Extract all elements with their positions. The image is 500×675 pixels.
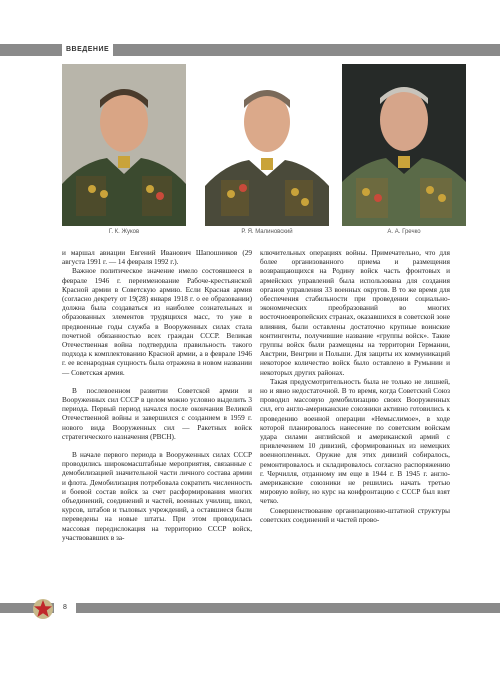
paragraph: Такая предусмотрительность была не только не лишней, но и явно недостаточной. В то время, когда Советский Союз проводил массовую демобилизацию своих Вооруженных сил, его англо-американские союзники активно готовились к проведению военной операции «Немыслимое», в ходе которой планировалось нанесение по советским войскам удара силами английской и американской армий с привлечением 10 дивизий, сформированных из немецких военнопленных. Оружие для этих дивизий собиралось, ремонтировалось и складировалось согласно распоряжению г. Черчилля, отданному им еще в 1944 г. В 1945 г. англо-американские союзники не решились начать третью мировую войну, но курс на конфронтацию с СССР был взят четко. xyxy=(260,377,450,506)
portrait-caption-2: Р. Я. Малиновский xyxy=(241,229,293,235)
portrait-photo-3 xyxy=(342,64,466,226)
paragraph: ключительных операциях войны. Примечательно, что для более организованного приема и размещения возвращающихся на Родину войск часть фронтовых и армейских управлений была использована для создания органов управления 33 военных округов. В то же время для обеспечения стабильности при проведении социально-экономических преобразований во многих восточноевропейских странах, оказавшихся в советской зоне влияния, были оставлены достаточно крупные воинские контингенты, получившие название «группы войск». Такие группы войск были размещены на территории Германии, Австрии, Венгрии и Польши. Для защиты их коммуникаций некоторое количество войск было оставлено в Румынии и некоторых других районах. xyxy=(260,249,450,377)
portrait-photo-2 xyxy=(205,64,329,226)
text-column-left xyxy=(62,249,252,543)
paragraph: Важное политическое значение имело состоявшееся в феврале 1946 г. переименование Рабоче-крестьянской Красной армии в Советскую армию. Если Красная армия (согласно декрету от 19(28) января 1918 г. о ее образовании) должна была создаваться из наиболее сознательных и образованных элементов трудящихся масс, то уже в предвоенные годы служба в Вооруженных силах стала почетной обязанностью всех граждан СССР. Великая Отечественная война подтвердила правильность такого подхода к комплектованию Красной армии, а в феврале 1946 г. ее всенародная сущность была отражена в новом названии — Советская армия. xyxy=(62,267,252,377)
paragraph: Совершенствование организационно-штатной структуры советских соединений и частей прово- xyxy=(260,506,450,524)
portrait-caption-1: Г. К. Жуков xyxy=(108,229,140,235)
red-star-icon xyxy=(32,598,54,620)
text-column-right xyxy=(260,249,450,525)
page-number: 8 xyxy=(54,603,76,613)
section-title: ВВЕДЕНИЕ xyxy=(62,44,113,56)
paragraph: В начале первого периода в Вооруженных силах СССР проводились широкомасштабные мероприятия, связанные с демобилизацией значительной части личного состава армии и флота. Демобилизация потребовала сократить численность и боевой состав войск за счет расформирования многих объединений, соединений и частей, военных училищ, школ, курсов, штабов и тыловых учреждений, а оставшиеся были переведены на новые штаты. При этом проводилась массовая передислокация на территорию СССР войск, участвовавших в за- xyxy=(62,451,252,542)
portrait-caption-3: А. А. Гречко xyxy=(387,229,421,235)
paragraph: и маршал авиации Евгений Иванович Шапошников (29 августа 1991 г. — 14 февраля 1992 г.). xyxy=(62,249,252,267)
paragraph: В послевоенном развитии Советской армии и Вооруженных сил СССР в целом можно условно выделить 3 периода. Первый период начался после окончания Великой Отечественной войны и завершился с созданием в 1959 г. нового вида Вооруженных сил — Ракетных войск стратегического назначения (РВСН). xyxy=(62,386,252,441)
portrait-photo-1 xyxy=(62,64,186,226)
